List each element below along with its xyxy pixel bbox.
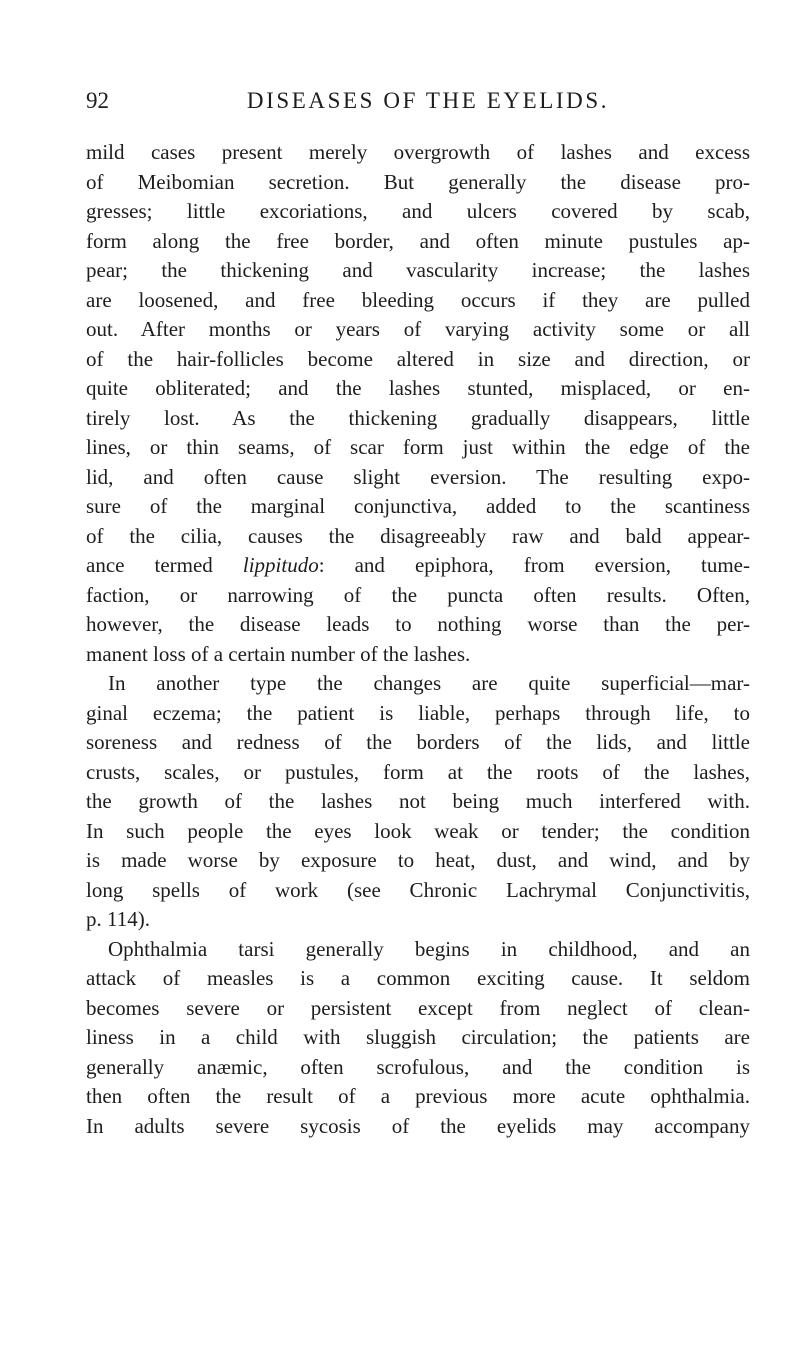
text-line: quite obliterated; and the lashes stunted, misplaced, or en- xyxy=(86,376,750,400)
text-line: gresses; little excoriations, and ulcers covered by scab, xyxy=(86,199,750,223)
text-line: becomes severe or persistent except from neglect of clean- xyxy=(86,995,750,1020)
text-line: ginal eczema; the patient is liable, perhaps through life, to xyxy=(86,700,750,725)
paragraph-2 xyxy=(86,669,750,935)
text-segment: : and epiphora, from eversion, tume- xyxy=(318,553,750,577)
text-line: manent loss of a certain number of the lashes. xyxy=(86,641,471,666)
page-number: 92 xyxy=(86,88,109,113)
text-line: Ophthalmia tarsi generally begins in childhood, and an xyxy=(108,936,750,961)
text-line: sure of the marginal conjunctiva, added to the scantiness xyxy=(86,494,750,518)
text-line: of the hair-follicles become altered in size and direction, or xyxy=(86,346,750,371)
text-line: the growth of the lashes not being much interfered with. xyxy=(86,789,750,813)
text-line: lid, and often cause slight eversion. The resulting expo- xyxy=(86,464,750,489)
text-line: form along the free border, and often minute pustules ap- xyxy=(86,228,750,253)
text-line: soreness and redness of the borders of the lids, and little xyxy=(86,730,750,754)
text-line: liness in a child with sluggish circulation; the patients are xyxy=(86,1025,750,1049)
text-line: of the cilia, causes the disagreeably raw and bald appear- xyxy=(86,523,750,548)
text-line: long spells of work (see Chronic Lachrymal Conjunctivitis, xyxy=(86,877,750,902)
text-line: of Meibomian secretion. But generally the disease pro- xyxy=(86,169,750,194)
text-line: generally anæmic, often scrofulous, and the condition is xyxy=(86,1054,750,1079)
italic-term: lippitudo xyxy=(242,553,319,577)
text-line: mild cases present merely overgrowth of lashes and excess xyxy=(86,140,750,164)
text-line: are loosened, and free bleeding occurs if they are pulled xyxy=(86,287,750,312)
paragraph-3 xyxy=(86,935,750,1142)
text-line: is made worse by exposure to heat, dust, and wind, and by xyxy=(86,848,750,872)
text-line: then often the result of a previous more acute ophthalmia. xyxy=(86,1084,750,1108)
text-line: attack of measles is a common exciting cause. It seldom xyxy=(86,966,750,990)
text-line: lines, or thin seams, of scar form just within the edge of the xyxy=(86,435,750,459)
text-line: faction, or narrowing of the puncta often results. Often, xyxy=(86,582,750,607)
text-line: p. 114). xyxy=(86,907,150,931)
text-line: In adults severe sycosis of the eyelids may accompany xyxy=(86,1113,750,1138)
paragraph-1 xyxy=(86,138,750,669)
text-line: crusts, scales, or pustules, form at the roots of the lashes, xyxy=(86,759,750,784)
text-line: tirely lost. As the thickening gradually disappears, little xyxy=(86,405,750,430)
text-line: In another type the changes are quite superficial—mar- xyxy=(108,671,750,695)
chapter-title: DISEASES OF THE EYELIDS. xyxy=(246,88,610,113)
text-line: In such people the eyes look weak or tender; the condition xyxy=(86,818,750,843)
running-head xyxy=(86,86,750,116)
text-line: out. After months or years of varying activity some or all xyxy=(86,317,750,341)
body-text xyxy=(86,138,750,1141)
text-line: however, the disease leads to nothing worse than the per- xyxy=(86,612,750,636)
text-line: pear; the thickening and vascularity increase; the lashes xyxy=(86,258,750,282)
text-segment: ance termed xyxy=(86,553,243,577)
text-line-with-italic-term xyxy=(86,551,750,581)
